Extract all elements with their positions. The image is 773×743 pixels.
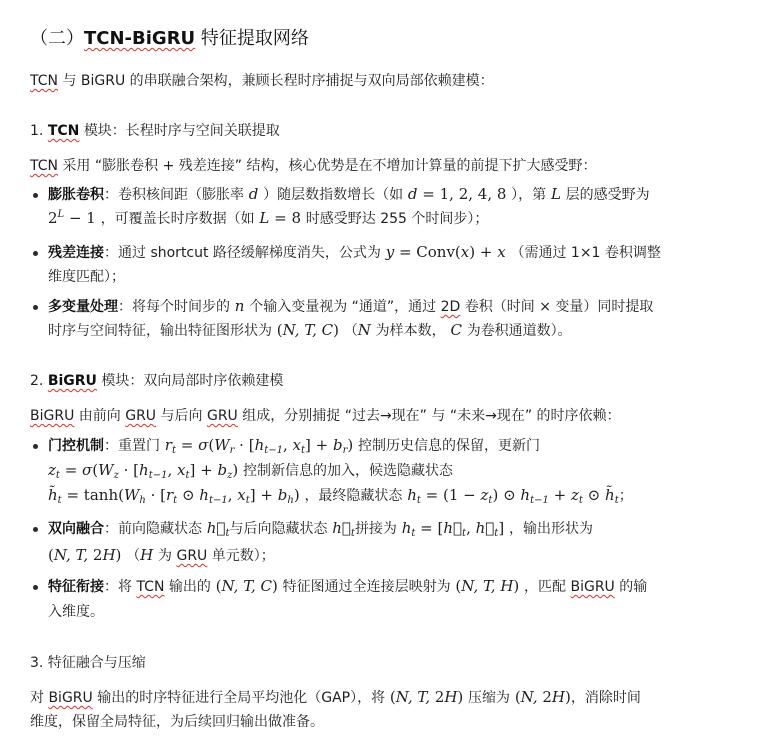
intro-paragraph <box>30 70 494 90</box>
sec3-title: 3. 特征融合与压缩 <box>30 655 146 671</box>
sec3-line2: 维度，保留全局特征，为后续回归输出做准备。 <box>30 714 324 730</box>
bullet-dot <box>33 251 38 256</box>
label-multivar: 多变量处理 <box>48 299 118 315</box>
sec2-bullet3-line2: 入维度。 <box>48 604 104 620</box>
sec2-title: 2. BiGRU 模块：双向局部时序依赖建模 <box>30 373 284 389</box>
bullet-dot <box>33 305 38 310</box>
sec1-lead-tcn: TCN <box>30 158 58 174</box>
sec1-bullet1-line2: $2^L - 1$ ，可覆盖长时序数据（如 L = 8 时感受野达 255 个时间步）； <box>48 209 489 227</box>
sec2-lead: BiGRU 由前向 GRU 与后向 GRU 组成，分别捕捉 “过去→现在” 与 “未来→现在” 的时序依赖： <box>30 408 621 424</box>
bullet-dot <box>33 585 38 590</box>
sec1-bullet2-line2: 维度匹配）； <box>48 269 125 285</box>
sec1-bullet3-line1: 多变量处理：将每个时间步的 n 个输入变量视为 “通道”，通过 2D 卷积（时间 × 变量）同时提取 <box>48 297 654 315</box>
bullet-dot <box>33 444 38 449</box>
sec1-lead <box>30 155 596 175</box>
sec1-lead-text: 采用 “膨胀卷积 + 残差连接” 结构，核心优势是在不增加计算量的前提下扩大感受野： <box>62 158 597 174</box>
sec2-bullet3-line1: 特征衔接：将 TCN 输出的 (N, T, C) 特征图通过全连接层映射为 (N, T, H) ，匹配 BiGRU 的输 <box>48 577 648 595</box>
sec2-bullet2-line1: 双向融合：前向隐藏状态 $h⃗_t$与后向隐藏状态 $h⃖_t$拼接为 $h_t$ = [$h⃗_t$, $h⃖_t$] ，输出形状为 <box>48 519 593 539</box>
intro-tcn: TCN <box>30 73 58 89</box>
sec1-bullet2-line1: 残差连接：通过 shortcut 路径缓解梯度消失，公式为 y = Conv(x) + x （需通过 1×1 卷积调整 <box>48 243 661 261</box>
sec2-bullet2-line2: (N, T, 2H) （H 为 GRU 单元数）； <box>48 546 275 564</box>
heading-prefix: （二） <box>30 28 84 49</box>
label-connection: 特征衔接 <box>48 579 104 595</box>
sec2-bigru: BiGRU <box>47 373 97 389</box>
sec1-title <box>30 120 280 140</box>
sec3-line1: 对 BiGRU 输出的时序特征进行全局平均池化（GAP），将 (N, T, 2H) 压缩为 (N, 2H)，消除时间 <box>30 688 641 706</box>
heading-suffix: 特征提取网络 <box>195 28 309 49</box>
sec1-bullet1-line1: 膨胀卷积：卷积核间距（膨胀率 d ）随层数指数增长（如 d = 1, 2, 4, 8 ），第 L 层的感受野为 <box>48 185 650 203</box>
label-bidirectional: 双向融合 <box>48 521 104 537</box>
sec1-bullet3-line2: 时序与空间特征，输出特征图形状为 (N, T, C) （N 为样本数， C 为卷积通道数）。 <box>48 321 572 339</box>
sec2-bullet1-line1: 门控机制：重置门 $r_t = \sigma(W_r \cdot [h_{t-1}$, $x_t] + b_r$) 控制历史信息的保留，更新门 <box>48 436 541 456</box>
sec2-bullet1-line2: $z_t = \sigma(W_z \cdot [h_{t-1}$, $x_t] + b_z$) 控制新信息的加入，候选隐藏状态 <box>48 461 453 481</box>
label-residual: 残差连接 <box>48 245 104 261</box>
bullet-dot <box>33 193 38 198</box>
intro-text: 与 BiGRU 的串联融合架构，兼顾长程时序捕捉与双向局部依赖建模： <box>62 73 494 89</box>
section-heading <box>30 24 309 50</box>
sec1-title-text: 模块：长程时序与空间关联提取 <box>83 123 280 139</box>
sec1-tcn: TCN <box>47 123 80 139</box>
sec1-num: 1. <box>30 123 44 139</box>
label-dilated-conv: 膨胀卷积 <box>48 187 104 203</box>
heading-title: TCN-BiGRU <box>84 28 196 49</box>
sec2-bullet1-line3: $h̃_t = \tanh(W_h \cdot [r_t$ ⊙ $h_{t-1}$, $x_t] + b_h$) ，最终隐藏状态 $h_t = (1 - z_t)$ ⊙ $h_{t-1} + z_t$ ⊙ $h̃_t$； <box>48 486 633 506</box>
bullet-dot <box>33 527 38 532</box>
label-gating: 门控机制 <box>48 438 104 454</box>
